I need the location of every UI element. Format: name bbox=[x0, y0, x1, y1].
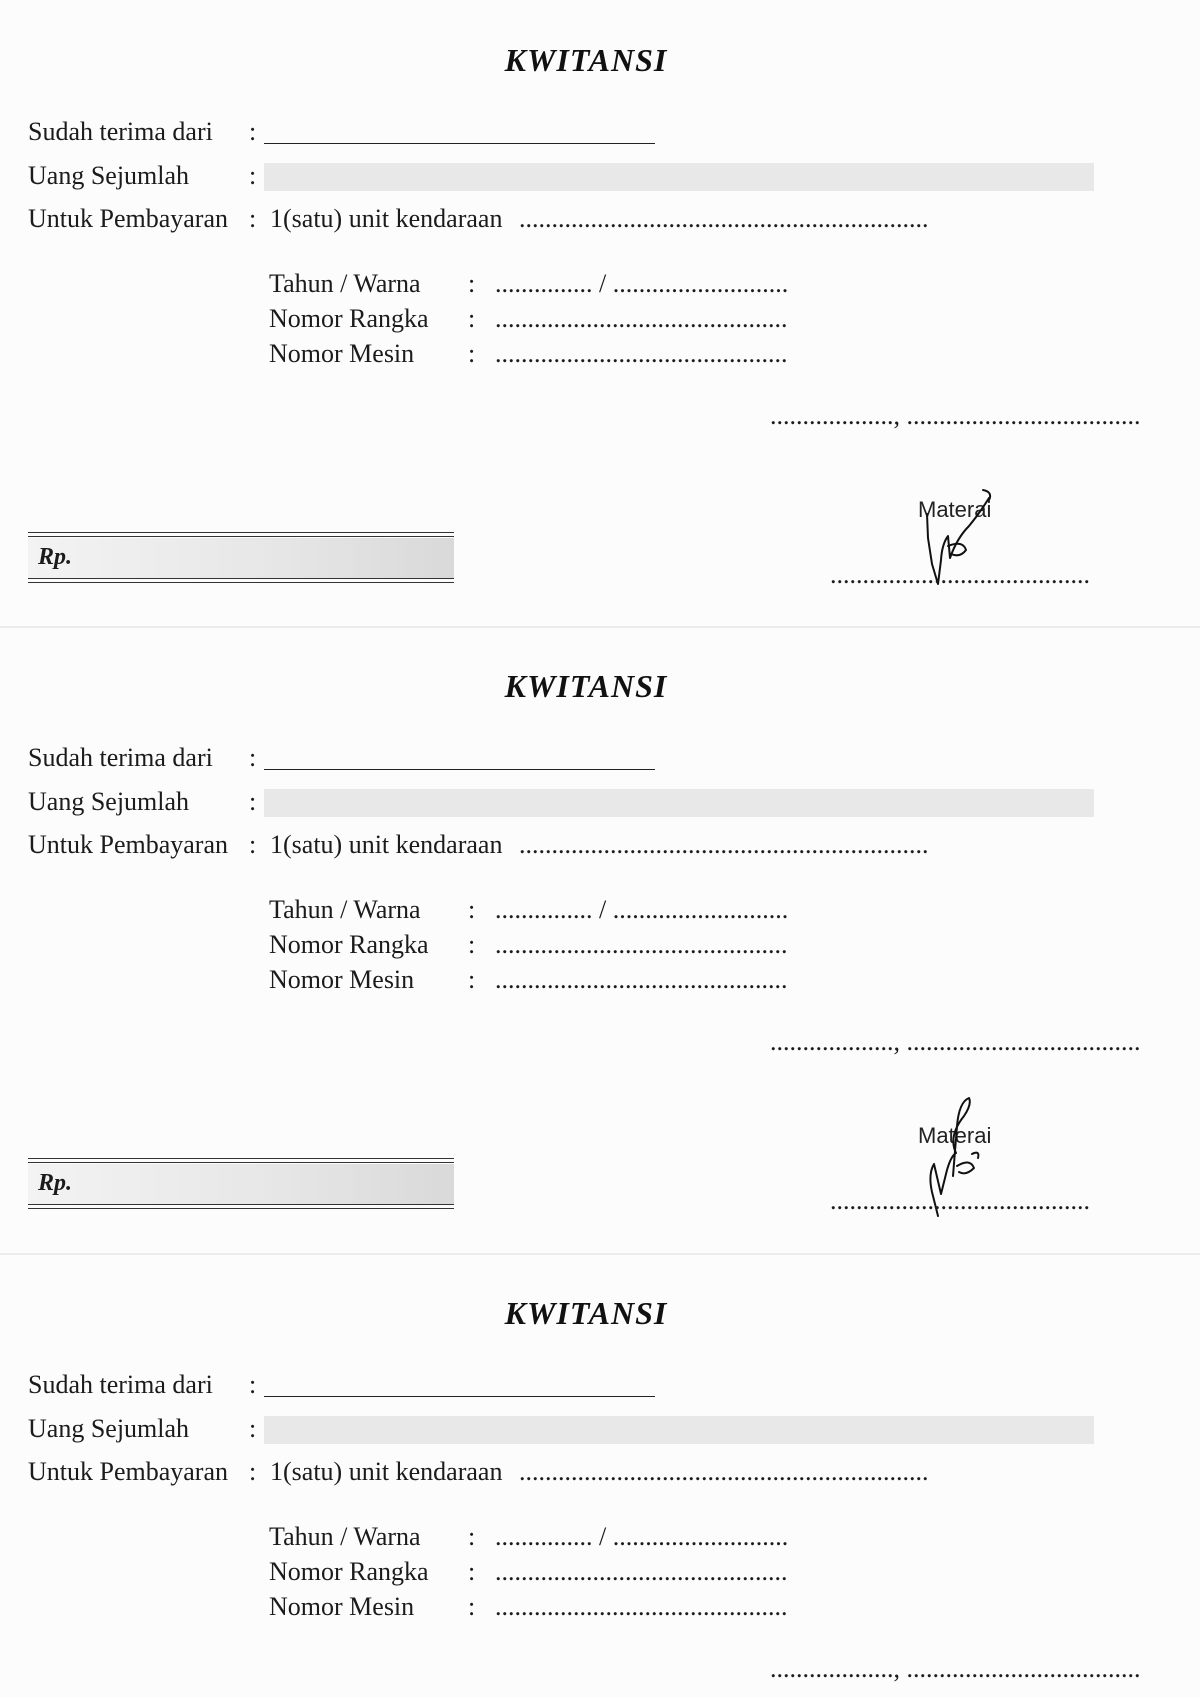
amount-label: Uang Sejumlah bbox=[28, 161, 190, 190]
colon: : bbox=[249, 1414, 257, 1443]
year-color-blank: ............... / ........................... bbox=[495, 1522, 789, 1551]
chassis-blank: ............................................. bbox=[495, 304, 788, 333]
place-date-blank: ..................., .................................... bbox=[770, 1654, 1141, 1683]
rp-amount-box bbox=[28, 1158, 454, 1210]
receipt-separator bbox=[0, 626, 1200, 628]
currency-label: Rp. bbox=[38, 544, 73, 570]
chassis-label: Nomor Rangka bbox=[269, 1557, 429, 1586]
receipt-title: KWITANSI bbox=[504, 668, 668, 704]
payment-blank: ............................................................... bbox=[519, 830, 929, 859]
payment-blank: ............................................................... bbox=[519, 1457, 929, 1486]
payment-label: Untuk Pembayaran bbox=[28, 830, 229, 859]
amount-redacted-bar bbox=[264, 789, 1094, 817]
stamp-label: Materai bbox=[918, 1123, 992, 1148]
rp-box-bottom-rule bbox=[28, 1208, 454, 1209]
payment-item: 1(satu) unit kendaraan bbox=[270, 1457, 503, 1486]
rp-box-top-rule bbox=[28, 532, 454, 533]
colon: : bbox=[249, 117, 257, 146]
receipt-title: KWITANSI bbox=[504, 42, 668, 78]
year-color-label: Tahun / Warna bbox=[269, 269, 421, 298]
rp-box-top-rule bbox=[28, 1158, 454, 1159]
received-from-line bbox=[264, 1396, 655, 1397]
rp-box-fill bbox=[28, 1164, 454, 1204]
colon: : bbox=[468, 269, 476, 298]
colon: : bbox=[249, 787, 257, 816]
colon: : bbox=[468, 965, 476, 994]
rp-box-top-rule bbox=[28, 1162, 454, 1163]
amount-label: Uang Sejumlah bbox=[28, 1414, 190, 1443]
rp-amount-box bbox=[28, 532, 454, 584]
year-color-label: Tahun / Warna bbox=[269, 895, 421, 924]
colon: : bbox=[468, 1522, 476, 1551]
rp-box-bottom-rule bbox=[28, 1204, 454, 1205]
engine-label: Nomor Mesin bbox=[269, 339, 415, 368]
rp-box-fill bbox=[28, 538, 454, 578]
engine-blank: ............................................. bbox=[495, 1592, 788, 1621]
colon: : bbox=[249, 161, 257, 190]
payment-label: Untuk Pembayaran bbox=[28, 204, 229, 233]
payment-blank: ............................................................... bbox=[519, 204, 929, 233]
received-from-label: Sudah terima dari bbox=[28, 743, 213, 772]
year-color-blank: ............... / ........................... bbox=[495, 269, 789, 298]
receipt-1 bbox=[0, 0, 1200, 626]
colon: : bbox=[468, 304, 476, 333]
chassis-blank: ............................................. bbox=[495, 1557, 788, 1586]
chassis-label: Nomor Rangka bbox=[269, 930, 429, 959]
engine-blank: ............................................. bbox=[495, 965, 788, 994]
colon: : bbox=[249, 830, 257, 859]
amount-redacted-bar bbox=[264, 163, 1094, 191]
colon: : bbox=[468, 1592, 476, 1621]
engine-blank: ............................................. bbox=[495, 339, 788, 368]
rp-box-bottom-rule bbox=[28, 578, 454, 579]
year-color-label: Tahun / Warna bbox=[269, 1522, 421, 1551]
stamp-label: Materai bbox=[918, 497, 992, 522]
signature-blank: ........................................ bbox=[830, 1186, 1090, 1215]
received-from-label: Sudah terima dari bbox=[28, 1370, 213, 1399]
colon: : bbox=[249, 1457, 257, 1486]
receipt-title: KWITANSI bbox=[504, 1295, 668, 1331]
received-from-line bbox=[264, 143, 655, 144]
payment-item: 1(satu) unit kendaraan bbox=[270, 830, 503, 859]
signature-blank: ........................................ bbox=[830, 560, 1090, 589]
received-from-line bbox=[264, 769, 655, 770]
currency-label: Rp. bbox=[38, 1170, 73, 1196]
amount-label: Uang Sejumlah bbox=[28, 787, 190, 816]
receipt-separator bbox=[0, 1253, 1200, 1255]
received-from-label: Sudah terima dari bbox=[28, 117, 213, 146]
payment-item: 1(satu) unit kendaraan bbox=[270, 204, 503, 233]
payment-label: Untuk Pembayaran bbox=[28, 1457, 229, 1486]
amount-redacted-bar bbox=[264, 1416, 1094, 1444]
colon: : bbox=[249, 1370, 257, 1399]
engine-label: Nomor Mesin bbox=[269, 965, 415, 994]
engine-label: Nomor Mesin bbox=[269, 1592, 415, 1621]
colon: : bbox=[249, 743, 257, 772]
rp-box-bottom-rule bbox=[28, 582, 454, 583]
place-date-blank: ..................., .................................... bbox=[770, 1027, 1141, 1056]
colon: : bbox=[468, 895, 476, 924]
receipt-2 bbox=[0, 626, 1200, 1253]
colon: : bbox=[468, 1557, 476, 1586]
rp-box-top-rule bbox=[28, 536, 454, 537]
chassis-label: Nomor Rangka bbox=[269, 304, 429, 333]
colon: : bbox=[468, 339, 476, 368]
receipt-3 bbox=[0, 1253, 1200, 1697]
place-date-blank: ..................., .................................... bbox=[770, 401, 1141, 430]
year-color-blank: ............... / ........................... bbox=[495, 895, 789, 924]
colon: : bbox=[249, 204, 257, 233]
colon: : bbox=[468, 930, 476, 959]
chassis-blank: ............................................. bbox=[495, 930, 788, 959]
